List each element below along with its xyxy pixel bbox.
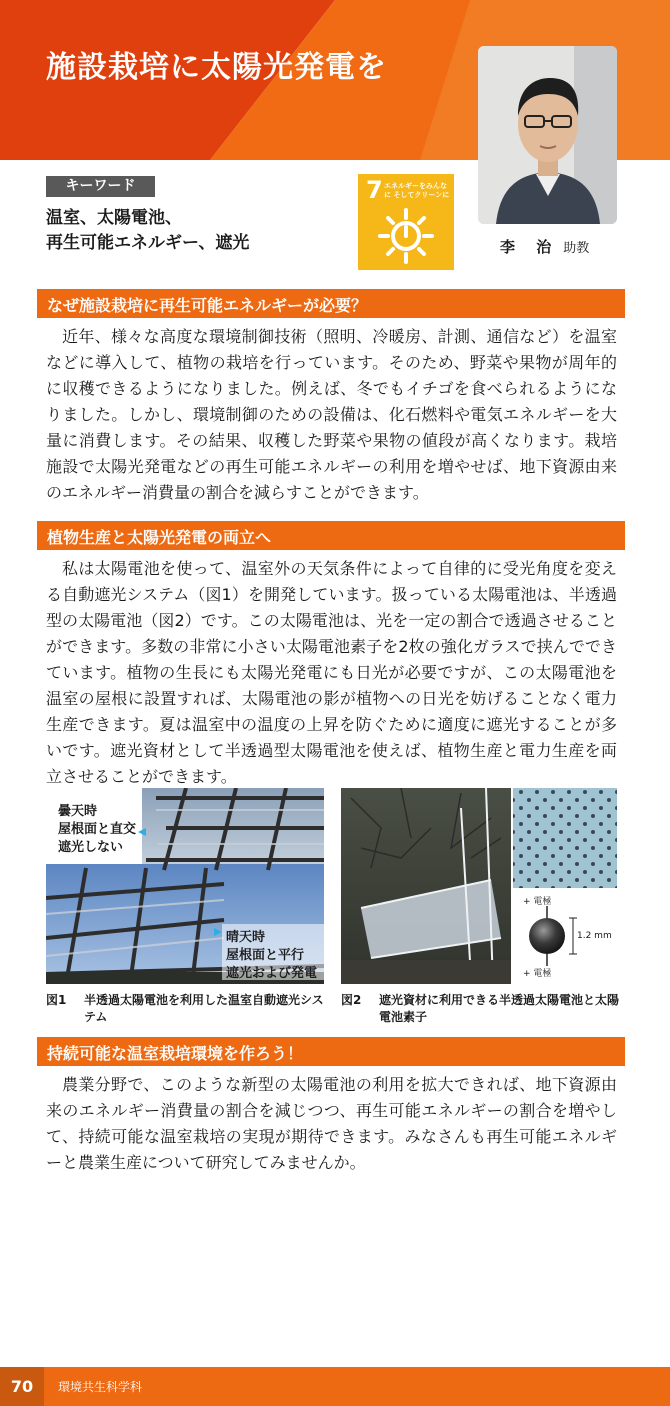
sdg-text: エネルギーをみんなに そしてクリーンに [384,182,450,199]
sun-power-icon [376,206,436,266]
fig1-caption: 半透過太陽電池を利用した温室自動遮光システム [84,993,324,1024]
department-name: 環境共生科学科 [58,1380,143,1394]
fig2-electrode-bottom-text: 電極 [533,969,552,979]
page-number: 70 [0,1367,44,1406]
section-title-3: 持続可能な温室栽培環境を作ろう！ [47,1044,304,1063]
sdg-number: 7 [366,176,383,204]
section-header-1 [37,289,625,318]
fig1-label-cloudy-1: 曇天時 [58,804,98,819]
fig2-dimension: 1.2 mm [577,931,612,941]
keywords-line-2: 再生可能エネルギー、遮光 [46,233,250,253]
author-name-text: 李 治 [500,238,560,256]
author-name [500,236,589,257]
section-title-1: なぜ施設栽培に再生可能エネルギーが必要？ [47,296,368,315]
keyword-tag: キーワード [46,176,155,197]
author-rank: 助教 [563,241,590,256]
fig1-label-sunny-3: 遮光および発電 [226,966,318,981]
section-header-2 [37,521,625,550]
author-portrait [478,46,617,224]
fig2-electrode-bottom: + 電極 [523,969,552,979]
fig1-label-sunny-2: 屋根面と平行 [226,948,305,963]
fig2-caption: 遮光資材に利用できる半透過太陽電池と太陽電池素子 [379,993,620,1024]
sdg-badge [358,174,454,270]
figure-1-photo [46,788,324,984]
section-header-3 [37,1037,625,1066]
figure-2-photo [341,788,617,984]
section-body-2: 私は太陽電池を使って、温室外の天気条件によって自律的に受光角度を変える自動遮光システム（図1）を開発しています。扱っている太陽電池は、半透過型の太陽電池（図2）です。この太陽電池は、光を一定の割合で透過させることができます。多数の非常に小さい太陽電池素子を2枚の強化ガラスで挟んでできています。植物の生長にも太陽光発電にも日光が必要ですが、この太陽電池を温室の屋根に設置すれば、太陽電池の影が植物への日光を妨げることなく電力生産できます。夏は温室中の温度の上昇を防ぐために適度に遮光することが多いです。遮光資材として半透過型太陽電池を使えば、植物生産と電力生産を両立させることができます。 [46,559,617,786]
fig1-label-sunny-1: 晴天時 [226,930,266,945]
section-body-3: 農業分野で、このような新型の太陽電池の利用を拡大できれば、地下資源由来のエネルギー消費量の割合を減じつつ、再生可能エネルギーの割合を増やして、持続可能な温室栽培の実現が期待できます。みなさんも再生可能エネルギーと農業生産について研究してみませんか。 [46,1075,617,1172]
fig2-electrode-top-text: 電極 [533,897,552,907]
fig1-label-cloudy-3: 遮光しない [58,840,124,855]
section-body-1: 近年、様々な高度な環境制御技術（照明、冷暖房、計測、通信など）を温室などに導入して、植物の栽培を行っています。そのため、野菜や果物が周年的に収穫できるようになりました。例えば、冬でもイチゴを食べられるようになりました。しかし、環境制御のための設備は、化石燃料や電気エネルギーを大量に消費します。その結果、収穫した野菜や果物の値段が高くなります。栽培施設で太陽光発電などの再生可能エネルギーの利用を増やせば、地下資源由来のエネルギー消費量の割合を減らすことができます。 [46,327,617,502]
keywords-line-1: 温室、太陽電池、 [46,208,182,228]
fig2-caption-label: 図2 [341,993,362,1007]
page-title: 施設栽培に太陽光発電を [46,50,387,85]
section-title-2: 植物生産と太陽光発電の両立へ [47,528,272,547]
fig2-electrode-top: + 電極 [523,897,552,907]
fig1-label-cloudy-2: 屋根面と直交 [58,822,137,837]
fig1-caption-label: 図1 [46,993,67,1007]
footer-bar [0,1367,670,1406]
